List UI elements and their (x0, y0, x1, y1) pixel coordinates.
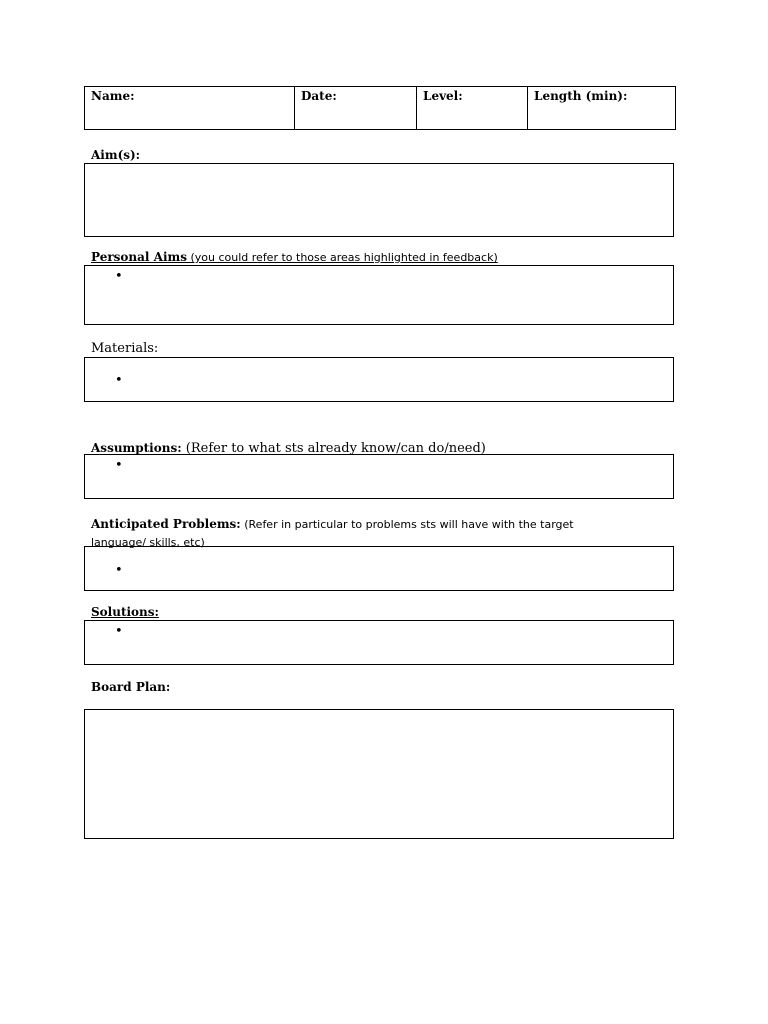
anticipated-problems-box[interactable] (84, 546, 674, 591)
aims-box[interactable] (84, 163, 674, 237)
assumptions-box[interactable] (84, 454, 674, 499)
name-label: Name: (91, 89, 135, 103)
personal-aims-heading (91, 250, 498, 264)
assumptions-note: (Refer to what sts already know/can do/need) (181, 441, 486, 456)
assumptions-label: Assumptions: (91, 441, 182, 455)
anticipated-problems-note-line2: language/ skills, etc) (91, 536, 205, 549)
personal-aims-note: (you could refer to those areas highlighted in feedback) (186, 251, 498, 264)
anticipated-problems-note: (Refer in particular to problems sts will have with the target (240, 518, 574, 531)
materials-label: Materials: (91, 341, 159, 356)
anticipated-problems-bullet: • (115, 563, 123, 578)
level-label: Level: (423, 89, 463, 103)
aims-label: Aim(s): (91, 148, 141, 162)
personal-aims-bullet: • (115, 269, 123, 284)
name-cell[interactable] (85, 87, 295, 129)
level-cell[interactable] (417, 87, 528, 129)
board-plan-box[interactable] (84, 709, 674, 839)
date-cell[interactable] (295, 87, 417, 129)
anticipated-problems-label: Anticipated Problems: (91, 517, 241, 531)
personal-aims-label: Personal Aims (91, 250, 187, 264)
length-cell[interactable] (528, 87, 675, 129)
solutions-label: Solutions: (91, 605, 159, 619)
length-label: Length (min): (534, 89, 628, 103)
materials-box[interactable] (84, 357, 674, 402)
header-table (84, 86, 676, 130)
assumptions-bullet: • (115, 458, 123, 473)
personal-aims-box[interactable] (84, 265, 674, 325)
date-label: Date: (301, 89, 337, 103)
board-plan-label: Board Plan: (91, 680, 171, 694)
solutions-box[interactable] (84, 620, 674, 665)
materials-bullet: • (115, 373, 123, 388)
solutions-bullet: • (115, 624, 123, 639)
